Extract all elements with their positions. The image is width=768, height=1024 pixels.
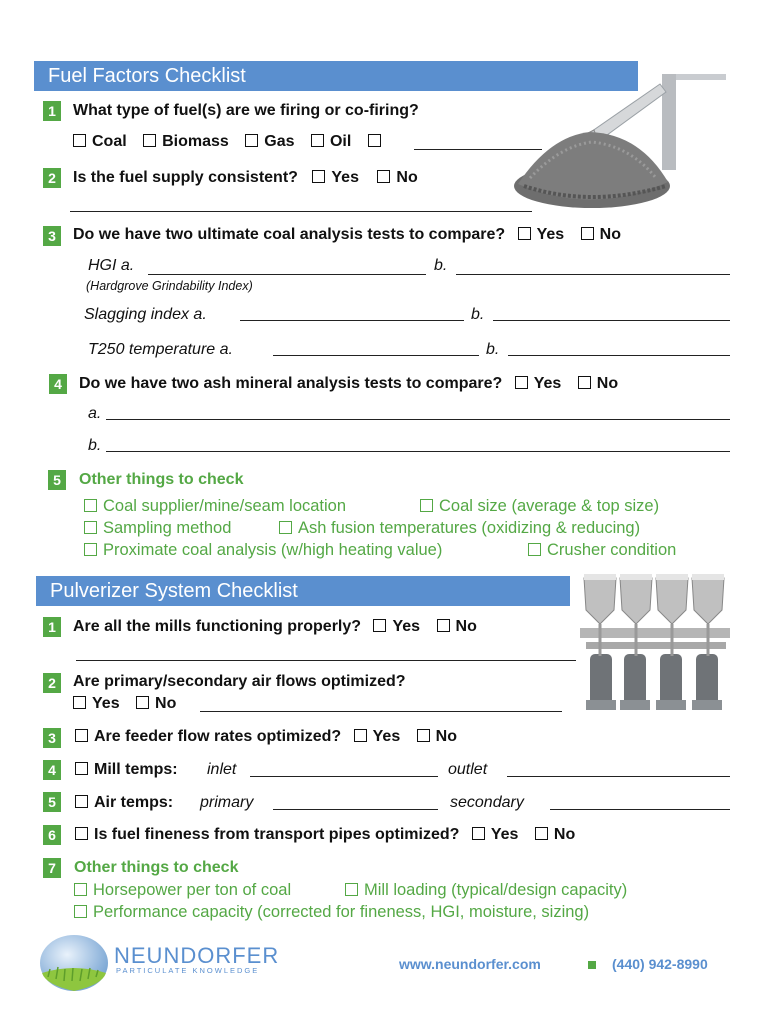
pulv-q3-yes-checkbox[interactable] bbox=[354, 729, 367, 742]
neundorfer-logo-globe bbox=[38, 933, 110, 993]
pulv-q7-number: 7 bbox=[43, 858, 61, 878]
checkbox[interactable] bbox=[528, 543, 541, 556]
pulv-q2-no[interactable]: No bbox=[136, 695, 176, 712]
pulv-q6-yes-checkbox[interactable] bbox=[472, 827, 485, 840]
fuel-q2-yes-checkbox[interactable] bbox=[312, 170, 325, 183]
primary-label: primary bbox=[200, 794, 254, 811]
fuel-q5-number: 5 bbox=[48, 470, 66, 490]
fuel-q4-no-checkbox[interactable] bbox=[578, 376, 591, 389]
fuel-q3-no-checkbox[interactable] bbox=[581, 227, 594, 240]
pulv-q6-checkbox[interactable] bbox=[75, 827, 88, 840]
pulv-q2-notes-field[interactable] bbox=[200, 711, 562, 712]
t250-label: T250 temperature a. bbox=[88, 341, 233, 358]
fuel-q3-question: Do we have two ultimate coal analysis tests to compare? Yes No bbox=[73, 226, 621, 243]
checkbox[interactable] bbox=[279, 521, 292, 534]
hgi-b-label: b. bbox=[434, 257, 448, 274]
pulv-q3-question[interactable]: Are feeder flow rates optimized? Yes No bbox=[75, 728, 457, 746]
slagging-b-field[interactable] bbox=[493, 320, 730, 321]
pulv-q1-no-checkbox[interactable] bbox=[437, 619, 450, 632]
fuel-q1-question: What type of fuel(s) are we firing or co-firing? bbox=[73, 102, 419, 119]
other-fuel-checkbox[interactable] bbox=[368, 134, 381, 147]
pulv-q5-checkbox[interactable] bbox=[75, 795, 88, 808]
fuel-q2-no[interactable]: No bbox=[377, 169, 417, 186]
ash-b-field[interactable] bbox=[106, 451, 730, 452]
pulv-q4-question[interactable]: Mill temps: bbox=[75, 761, 178, 779]
fuel-q2-no-checkbox[interactable] bbox=[377, 170, 390, 183]
secondary-label: secondary bbox=[450, 794, 524, 811]
ash-a-label: a. bbox=[88, 405, 102, 422]
pulv-check-item[interactable]: Mill loading (typical/design capacity) bbox=[345, 881, 627, 900]
website-link[interactable]: www.neundorfer.com bbox=[399, 956, 541, 972]
fuel-check-item[interactable]: Crusher condition bbox=[528, 541, 676, 560]
coal-checkbox[interactable] bbox=[73, 134, 86, 147]
pulv-q5-number: 5 bbox=[43, 792, 61, 812]
fuel-q1-number: 1 bbox=[43, 101, 61, 121]
oil-checkbox[interactable] bbox=[311, 134, 324, 147]
fuel-other-things-title: Other things to check bbox=[79, 471, 244, 488]
fuel-check-item[interactable]: Coal supplier/mine/seam location bbox=[84, 497, 346, 516]
pulv-q1-question: Are all the mills functioning properly? Yes No bbox=[73, 618, 477, 635]
inlet-label: inlet bbox=[207, 761, 237, 778]
pulv-q2-yes-checkbox[interactable] bbox=[73, 696, 86, 709]
brand-tagline: PARTICULATE KNOWLEDGE bbox=[116, 966, 260, 975]
fuel-q4-yes-checkbox[interactable] bbox=[515, 376, 528, 389]
coal-option[interactable]: Coal bbox=[73, 133, 127, 151]
pulv-q2-number: 2 bbox=[43, 673, 61, 693]
fuel-q3-yes[interactable]: Yes bbox=[518, 226, 565, 243]
checkbox[interactable] bbox=[84, 521, 97, 534]
fuel-q4-number: 4 bbox=[49, 374, 67, 394]
checkbox[interactable] bbox=[420, 499, 433, 512]
pulv-q2-options bbox=[73, 695, 176, 713]
secondary-field[interactable] bbox=[550, 809, 730, 810]
fuel-check-item[interactable]: Ash fusion temperatures (oxidizing & reducing) bbox=[279, 519, 640, 538]
pulv-q6-no-checkbox[interactable] bbox=[535, 827, 548, 840]
ash-a-field[interactable] bbox=[106, 419, 730, 420]
pulv-q6-no[interactable]: No bbox=[535, 826, 575, 843]
fuel-q4-yes[interactable]: Yes bbox=[515, 375, 562, 392]
gas-option[interactable]: Gas bbox=[245, 133, 294, 151]
biomass-option[interactable]: Biomass bbox=[143, 133, 229, 151]
hgi-note: (Hardgrove Grindability Index) bbox=[86, 279, 253, 293]
fuel-q1-options bbox=[73, 133, 399, 151]
slagging-index-label: Slagging index a. bbox=[84, 306, 207, 323]
checkbox[interactable] bbox=[74, 883, 87, 896]
hgi-a-field[interactable] bbox=[148, 274, 426, 275]
pulv-q2-no-checkbox[interactable] bbox=[136, 696, 149, 709]
fuel-q4-no[interactable]: No bbox=[578, 375, 618, 392]
pulv-q6-question[interactable]: Is fuel fineness from transport pipes optimized? Yes No bbox=[75, 826, 575, 844]
other-fuel-field[interactable] bbox=[414, 149, 542, 150]
gas-checkbox[interactable] bbox=[245, 134, 258, 147]
fuel-section-title: Fuel Factors Checklist bbox=[34, 61, 638, 91]
slagging-a-field[interactable] bbox=[240, 320, 464, 321]
pulv-q3-no[interactable]: No bbox=[417, 728, 457, 745]
pulverizer-section-title: Pulverizer System Checklist bbox=[36, 576, 570, 606]
t250-a-field[interactable] bbox=[273, 355, 479, 356]
ash-b-label: b. bbox=[88, 437, 102, 454]
pulv-check-item[interactable]: Horsepower per ton of coal bbox=[74, 881, 291, 900]
fuel-check-item[interactable]: Proximate coal analysis (w/high heating value) bbox=[84, 541, 442, 560]
pulv-q2-question: Are primary/secondary air flows optimized? bbox=[73, 673, 406, 690]
fuel-q4-question: Do we have two ash mineral analysis tests to compare? Yes No bbox=[79, 375, 619, 392]
fuel-q3-yes-checkbox[interactable] bbox=[518, 227, 531, 240]
biomass-checkbox[interactable] bbox=[143, 134, 156, 147]
checkbox[interactable] bbox=[74, 905, 87, 918]
other-fuel-option[interactable] bbox=[368, 133, 387, 151]
outlet-field[interactable] bbox=[507, 776, 730, 777]
oil-option[interactable]: Oil bbox=[311, 133, 351, 151]
pulv-q3-number: 3 bbox=[43, 728, 61, 748]
checkbox[interactable] bbox=[345, 883, 358, 896]
pulv-q2-yes[interactable]: Yes bbox=[73, 695, 120, 712]
pulv-q1-no[interactable]: No bbox=[437, 618, 477, 635]
pulv-q6-number: 6 bbox=[43, 825, 61, 845]
fuel-q2-notes-field[interactable] bbox=[70, 211, 532, 212]
fuel-q2-number: 2 bbox=[43, 168, 61, 188]
slagging-b-label: b. bbox=[471, 306, 485, 323]
pulv-q4-number: 4 bbox=[43, 760, 61, 780]
pulv-q6-yes[interactable]: Yes bbox=[472, 826, 519, 843]
phone-number: (440) 942-8990 bbox=[612, 956, 708, 972]
inlet-field[interactable] bbox=[250, 776, 438, 777]
outlet-label: outlet bbox=[448, 761, 488, 778]
hgi-b-field[interactable] bbox=[456, 274, 730, 275]
primary-field[interactable] bbox=[273, 809, 438, 810]
hgi-label: HGI a. bbox=[88, 257, 135, 274]
fuel-check-item[interactable]: Coal size (average & top size) bbox=[420, 497, 659, 516]
pulv-q4-checkbox[interactable] bbox=[75, 762, 88, 775]
pulv-q3-yes[interactable]: Yes bbox=[354, 728, 401, 745]
coal-pile-illustration bbox=[510, 66, 730, 216]
fuel-q3-no[interactable]: No bbox=[581, 226, 621, 243]
pulv-q1-number: 1 bbox=[43, 617, 61, 637]
pulverizer-illustration bbox=[576, 570, 736, 718]
pulv-q5-question[interactable]: Air temps: bbox=[75, 794, 173, 812]
pulv-other-things-title: Other things to check bbox=[74, 859, 239, 876]
fuel-q2-question: Is the fuel supply consistent? Yes No bbox=[73, 169, 418, 186]
checkbox[interactable] bbox=[84, 499, 97, 512]
checkbox[interactable] bbox=[84, 543, 97, 556]
t250-b-label: b. bbox=[486, 341, 500, 358]
pulv-q1-notes-field[interactable] bbox=[76, 660, 576, 661]
pulv-q1-yes[interactable]: Yes bbox=[373, 618, 420, 635]
brand-name: NEUNDORFER bbox=[114, 943, 280, 968]
pulv-check-item[interactable]: Performance capacity (corrected for fineness, HGI, moisture, sizing) bbox=[74, 903, 589, 922]
fuel-q3-number: 3 bbox=[43, 226, 61, 246]
fuel-check-item[interactable]: Sampling method bbox=[84, 519, 231, 538]
pulv-q1-yes-checkbox[interactable] bbox=[373, 619, 386, 632]
t250-b-field[interactable] bbox=[508, 355, 730, 356]
pulv-q3-checkbox[interactable] bbox=[75, 729, 88, 742]
pulv-q3-no-checkbox[interactable] bbox=[417, 729, 430, 742]
separator-square bbox=[588, 961, 596, 969]
fuel-q2-yes[interactable]: Yes bbox=[312, 169, 359, 186]
